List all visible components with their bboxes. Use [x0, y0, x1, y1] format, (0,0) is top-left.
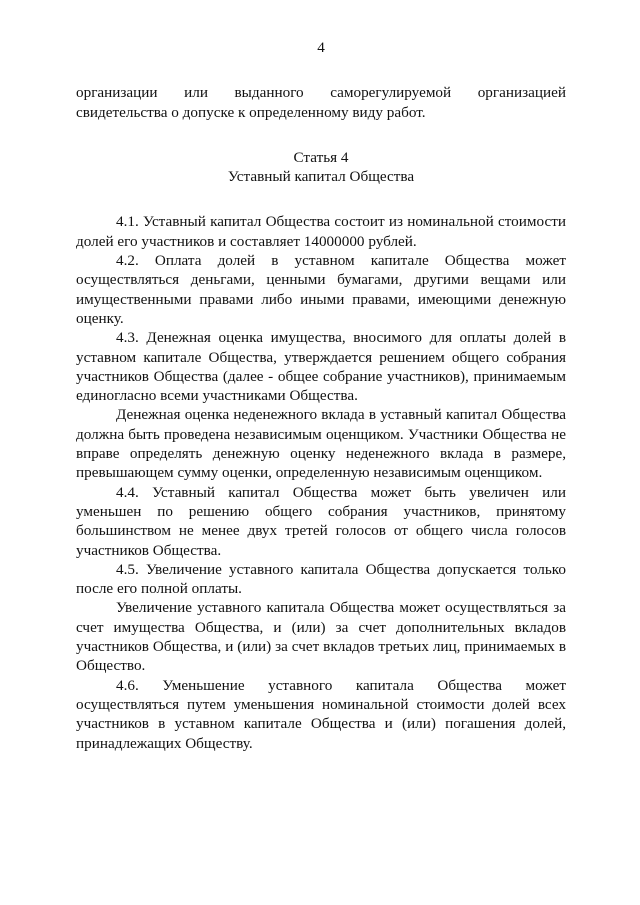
page-number: 4 [317, 39, 325, 56]
paragraph-4-2: 4.2. Оплата долей в уставном капитале Общества может осуществляться деньгами, ценными бумагами, другими вещами или имущественными правами либо иными правами, имеющими денежную оценку. [76, 252, 566, 327]
paragraph-4-5-continued: Увеличение уставного капитала Общества может осуществляться за счет имущества Общества, и (или) за счет дополнительных вкладов участников Общества, и (или) за счет вкладов третьих лиц, принимаемых в Общество. [76, 599, 566, 675]
paragraph-4-6: 4.6. Уменьшение уставного капитала Общества может осуществляться путем уменьшения номинальной стоимости долей всех участников в уставном капитале Общества и (или) погашения долей, принадлежащих Обществу. [76, 676, 566, 752]
paragraph-4-4: 4.4. Уставный капитал Общества может быть увеличен или уменьшен по решению общего собрания участников, принятому большинством не менее двух третей голосов от общего числа голосов участников Общества. [76, 483, 566, 559]
paragraph-4-5: 4.5. Увеличение уставного капитала Общества допускается только после его полной оплаты. [76, 560, 566, 598]
article-title: Уставный капитал Общества [227, 168, 415, 186]
paragraph-4-1: 4.1. Уставный капитал Общества состоит из номинальной стоимости долей его участников и составляет 14000000 рублей. [76, 213, 566, 250]
article-number: Статья 4 [293, 148, 349, 166]
article-heading [76, 148, 566, 187]
paragraph-4-3-continued: Денежная оценка неденежного вклада в уставный капитал Общества должна быть проведена независимым оценщиком. Участники Общества не вправе определять денежную оценку неденежного вклада в размере, превышающем сумму оценки, определенную независимым оценщиком. [76, 406, 566, 482]
paragraph-4-3: 4.3. Денежная оценка имущества, вносимого для оплаты долей в уставном капитале Общества, утверждается решением общего собрания участников Общества (далее - общее собрание участников), принимаемым единогласно всеми участниками Общества. [76, 329, 566, 405]
intro-paragraph: организации или выданного саморегулируемой организацией свидетельства о допуске к определенному виду работ. [76, 84, 566, 121]
